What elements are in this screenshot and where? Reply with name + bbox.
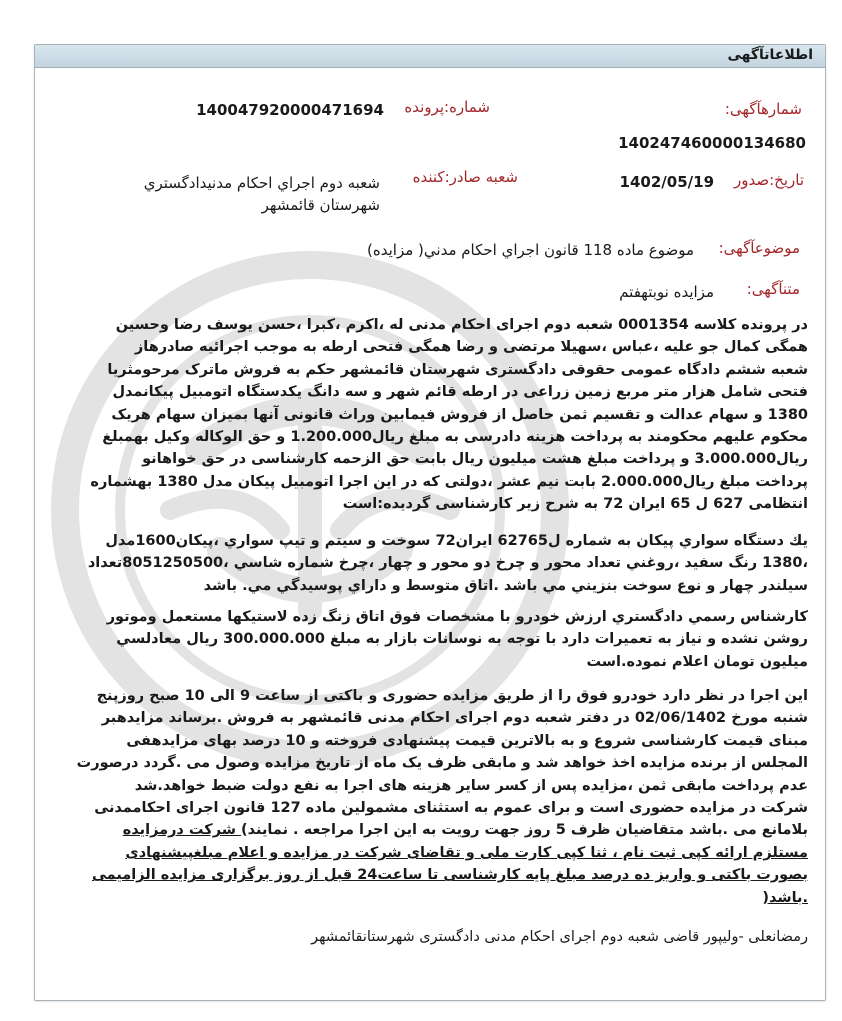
date-label: تاریخ:صدور — [734, 171, 804, 189]
panel-header — [35, 45, 825, 68]
issuer-value-line2: شهرستان قائمشهر — [261, 196, 380, 214]
paragraph-3 — [64, 606, 808, 673]
text-line: این اجرا در نظر دارد خودرو فوق را از طریق مزایده حضوری و باکتی از ساعت 9 الی 10 صبح روزپنج — [96, 688, 808, 704]
paragraph-2 — [64, 530, 808, 597]
text-label: متنآگهی: — [746, 280, 800, 298]
subject-value: موضوع ماده 118 قانون اجراي احكام مدني( مزايده) — [367, 241, 694, 259]
text-line: انتظامی 627 ل 65 ایران 72 به شرح زیر کارشناسی گردیده:است — [342, 496, 808, 513]
issuer-label: شعبه صادر:کننده — [412, 168, 518, 186]
file-number-label: شماره:پرونده — [404, 98, 490, 116]
paragraph-4 — [64, 685, 808, 909]
ad-number-value: 140247460000134680 — [618, 134, 806, 152]
text-line-mixed — [64, 819, 808, 841]
text-line: المجلس از برنده مزایده اخذ خواهد شد و مابقی ظرف یک ماه از تاریخ مزایده وصول می .گردد درصورت — [76, 755, 808, 772]
issuer-value-line1: شعبه دوم اجراي احكام مدنيدادگستري — [143, 174, 380, 192]
text-line: شرکت در مزایده حضوری است و برای عموم به استثنای مشمولین ماده 127 قانون اجرای احکاممدنی — [94, 800, 808, 817]
text-line: عدم پرداخت مابقی ثمن ،مزایده پس از کسر سایر هزینه های اجرا به نفع دولت ضبط خواهد.شد — [134, 777, 808, 794]
text-line: ميليون تومان اعلام نموده.است — [586, 653, 808, 670]
text-line: در پرونده کلاسه 0001354 شعبه دوم اجرای احکام مدنی له ،اکرم ،کبرا ،حسن یوسف رضا وحسین — [115, 317, 808, 333]
text-line: محکوم علیهم محکومند به پرداخت هزینه دادرسی به مبلغ ریال1.200.000 و حق الوکاله وکیل بهمبلغ — [102, 429, 808, 446]
paragraph-1 — [64, 314, 808, 516]
panel-title: اطلاعاتآگهی — [727, 47, 813, 63]
text-line: 1380 و سهام عدالت و تقسیم ثمن حاصل از فروش فیمابین وراث قانونی آنها بمیزان سهام هریک — [111, 406, 808, 423]
signature — [64, 926, 808, 948]
text-line: روشن نشده و نياز به تعميرات دارد با توجه به نوسانات بازار به مبلغ 300.000.000 ريال معادلسي — [116, 631, 808, 648]
text-line: سيلندر چهار و نوع سوخت بنزيني مي باشد .اتاق متوسط و داراي پوسيدگي مي. باشد — [203, 577, 808, 594]
text-value: مزايده نوبتهفتم — [619, 283, 714, 301]
text-line: مبنای قیمت کارشناسی شروع و به بالاترین قیمت پیشنهادی فروخته و 10 درصد بهای مزایدهفی — [126, 732, 808, 749]
text-line: همگی کمال جو علیه ،عباس ،سهیلا مرتضی و رضا همگی فتحی ارطه به موجب اجرائیه صادرهاز — [134, 339, 808, 356]
text-line: فتحی شامل هزار متر مربع زمین زراعی در ارطه قائم شهر و سه دانگ یکدستگاه اتومبیل پیکانمدل — [112, 384, 808, 401]
subject-label: موضوعآگهی: — [718, 239, 800, 257]
text-line: يك دستگاه سواري پيكان به شماره ل62765 ايران72 سوخت و سيتم و تيپ سواري ،پيكان1600مدل — [105, 533, 808, 549]
underlined-line: بصورت باکتی و واریز ده درصد مبلغ پایه کارشناسی تا ساعت24 قبل از روز برگزاری مزایده الزامیمی — [91, 867, 808, 884]
ad-number-label: شمارهآگهی: — [724, 100, 802, 118]
text-segment: بلامانع می .باشد متقاضیان ظرف 5 روز جهت رویت به این اجرا مراجعه . نمایند) — [241, 822, 808, 839]
signature-line: رمضانعلی -ولیپور قاضی شعبه دوم اجرای احکام مدنی دادگستری شهرستانقائمشهر — [311, 929, 808, 945]
text-line: كارشناس رسمي دادگستري ارزش خودرو با مشخصات فوق اتاق زنگ زده لاستيكها مستعمل وموتور — [106, 609, 808, 625]
file-number-value: 140047920000471694 — [196, 101, 384, 119]
date-value: 1402/05/19 — [619, 173, 714, 191]
text-line: پرداخت مبلغ ریال2.000.000 بابت نیم عشر ،دولتی که در این اجرا اتومبیل پیکان مدل 1380 بهشماره — [90, 473, 808, 490]
text-line: شعبه ششم دادگاه عمومی حقوقی دادگستری شهرستان قائمشهر حکم به فروش ماترک مرحومثریا — [107, 361, 808, 378]
underlined-line: .باشد( — [762, 889, 808, 906]
text-line: ،1380 رنگ سفيد ،روغني تعداد محور و چرخ دو محور و چهار ،چرخ شماره شاسي ،8051250500تعداد — [87, 555, 808, 572]
underlined-line: مستلزم ارائه کپی ثبت نام ، ثنا کپی کارت ملی و تقاضای شرکت در مزایده و اعلام مبلغپیشنهادی — [125, 844, 808, 861]
text-line: شنبه مورخ 02/06/1402 در دفتر شعبه دوم اجرای احکام مدنی قائمشهر به فروش .برساند مزایدهبر — [101, 710, 808, 727]
text-line: ریال3.000.000 و پرداخت مبلغ هشت میلیون ریال بابت حق الزحمه کارشناسی در حق خواهانو — [142, 451, 808, 468]
underlined-segment: شرکت درمزایده — [122, 822, 242, 839]
